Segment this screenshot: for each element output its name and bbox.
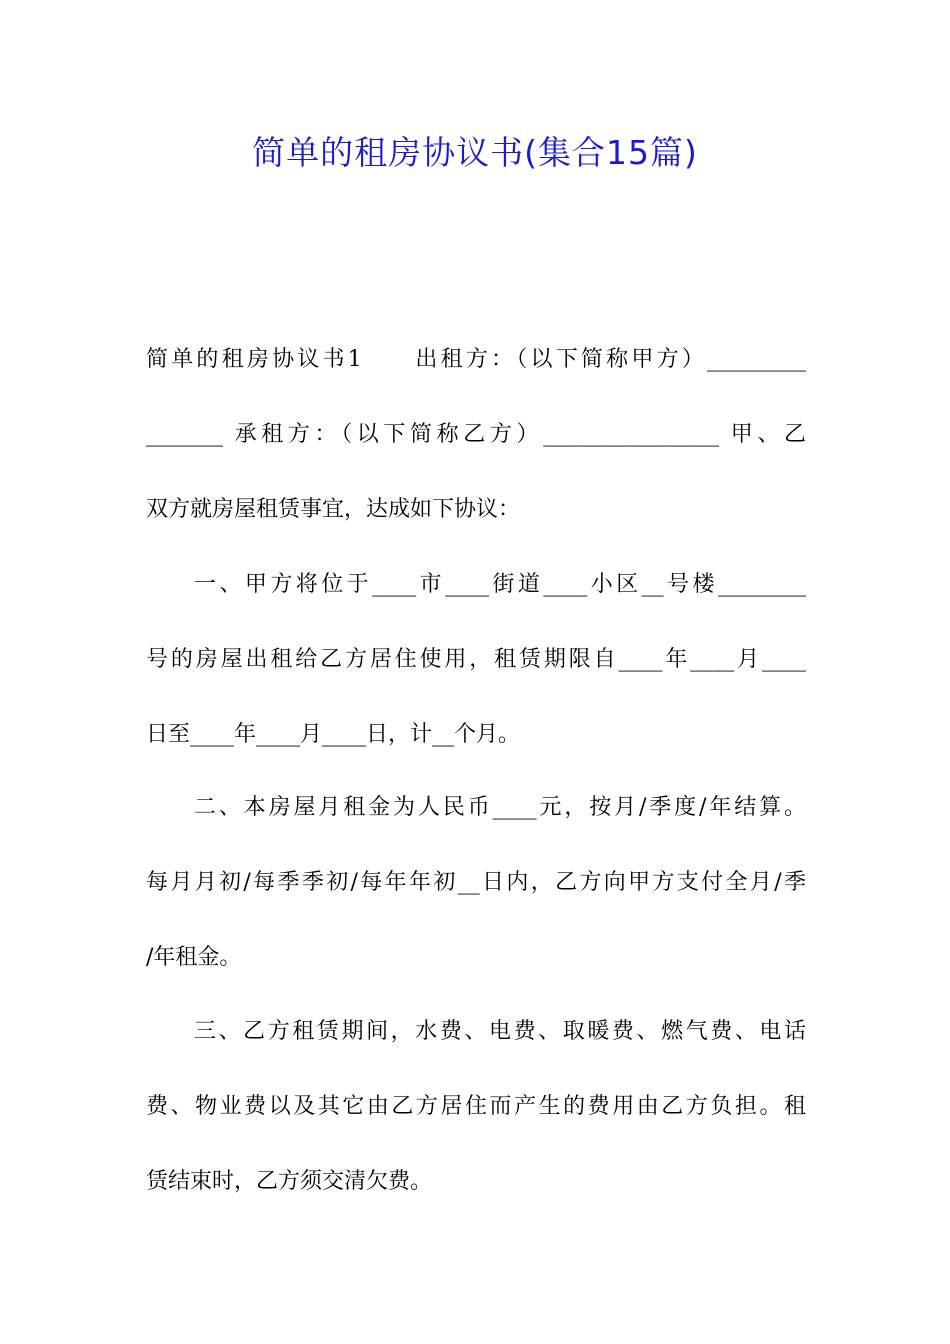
paragraph-line: 双方就房屋租赁事宜，达成如下协议： [146, 497, 521, 522]
document-title: 简单的租房协议书(集合15篇) [252, 133, 698, 172]
paragraph-line: 二、本房屋月租金为人民币____元，按月/季度/年结算。 [194, 795, 806, 820]
paragraph-line: 简单的租房协议书1 出租方：（以下简称甲方）_________ [146, 347, 806, 372]
paragraph-line: 号的房屋出租给乙方居住使用，租赁期限自____年____月____ [146, 647, 806, 672]
paragraph-line: /年租金。 [146, 945, 242, 970]
paragraph-line: 三、乙方租赁期间，水费、电费、取暖费、燃气费、电话 [194, 1019, 806, 1044]
paragraph-line: 费、物业费以及其它由乙方居住而产生的费用由乙方负担。租 [146, 1094, 806, 1119]
paragraph-line: 每月月初/每季季初/每年年初__日内，乙方向甲方支付全月/季 [146, 870, 806, 895]
paragraph-line: 赁结束时，乙方须交清欠费。 [146, 1169, 433, 1194]
paragraph-line: 日至____年____月____日，计__个月。 [146, 722, 521, 747]
paragraph-line: _______ 承租方：（以下简称乙方）________________ 甲、乙 [146, 422, 806, 447]
paragraph-line: 一、甲方将位于____市____街道____小区__号楼________ [194, 572, 806, 597]
